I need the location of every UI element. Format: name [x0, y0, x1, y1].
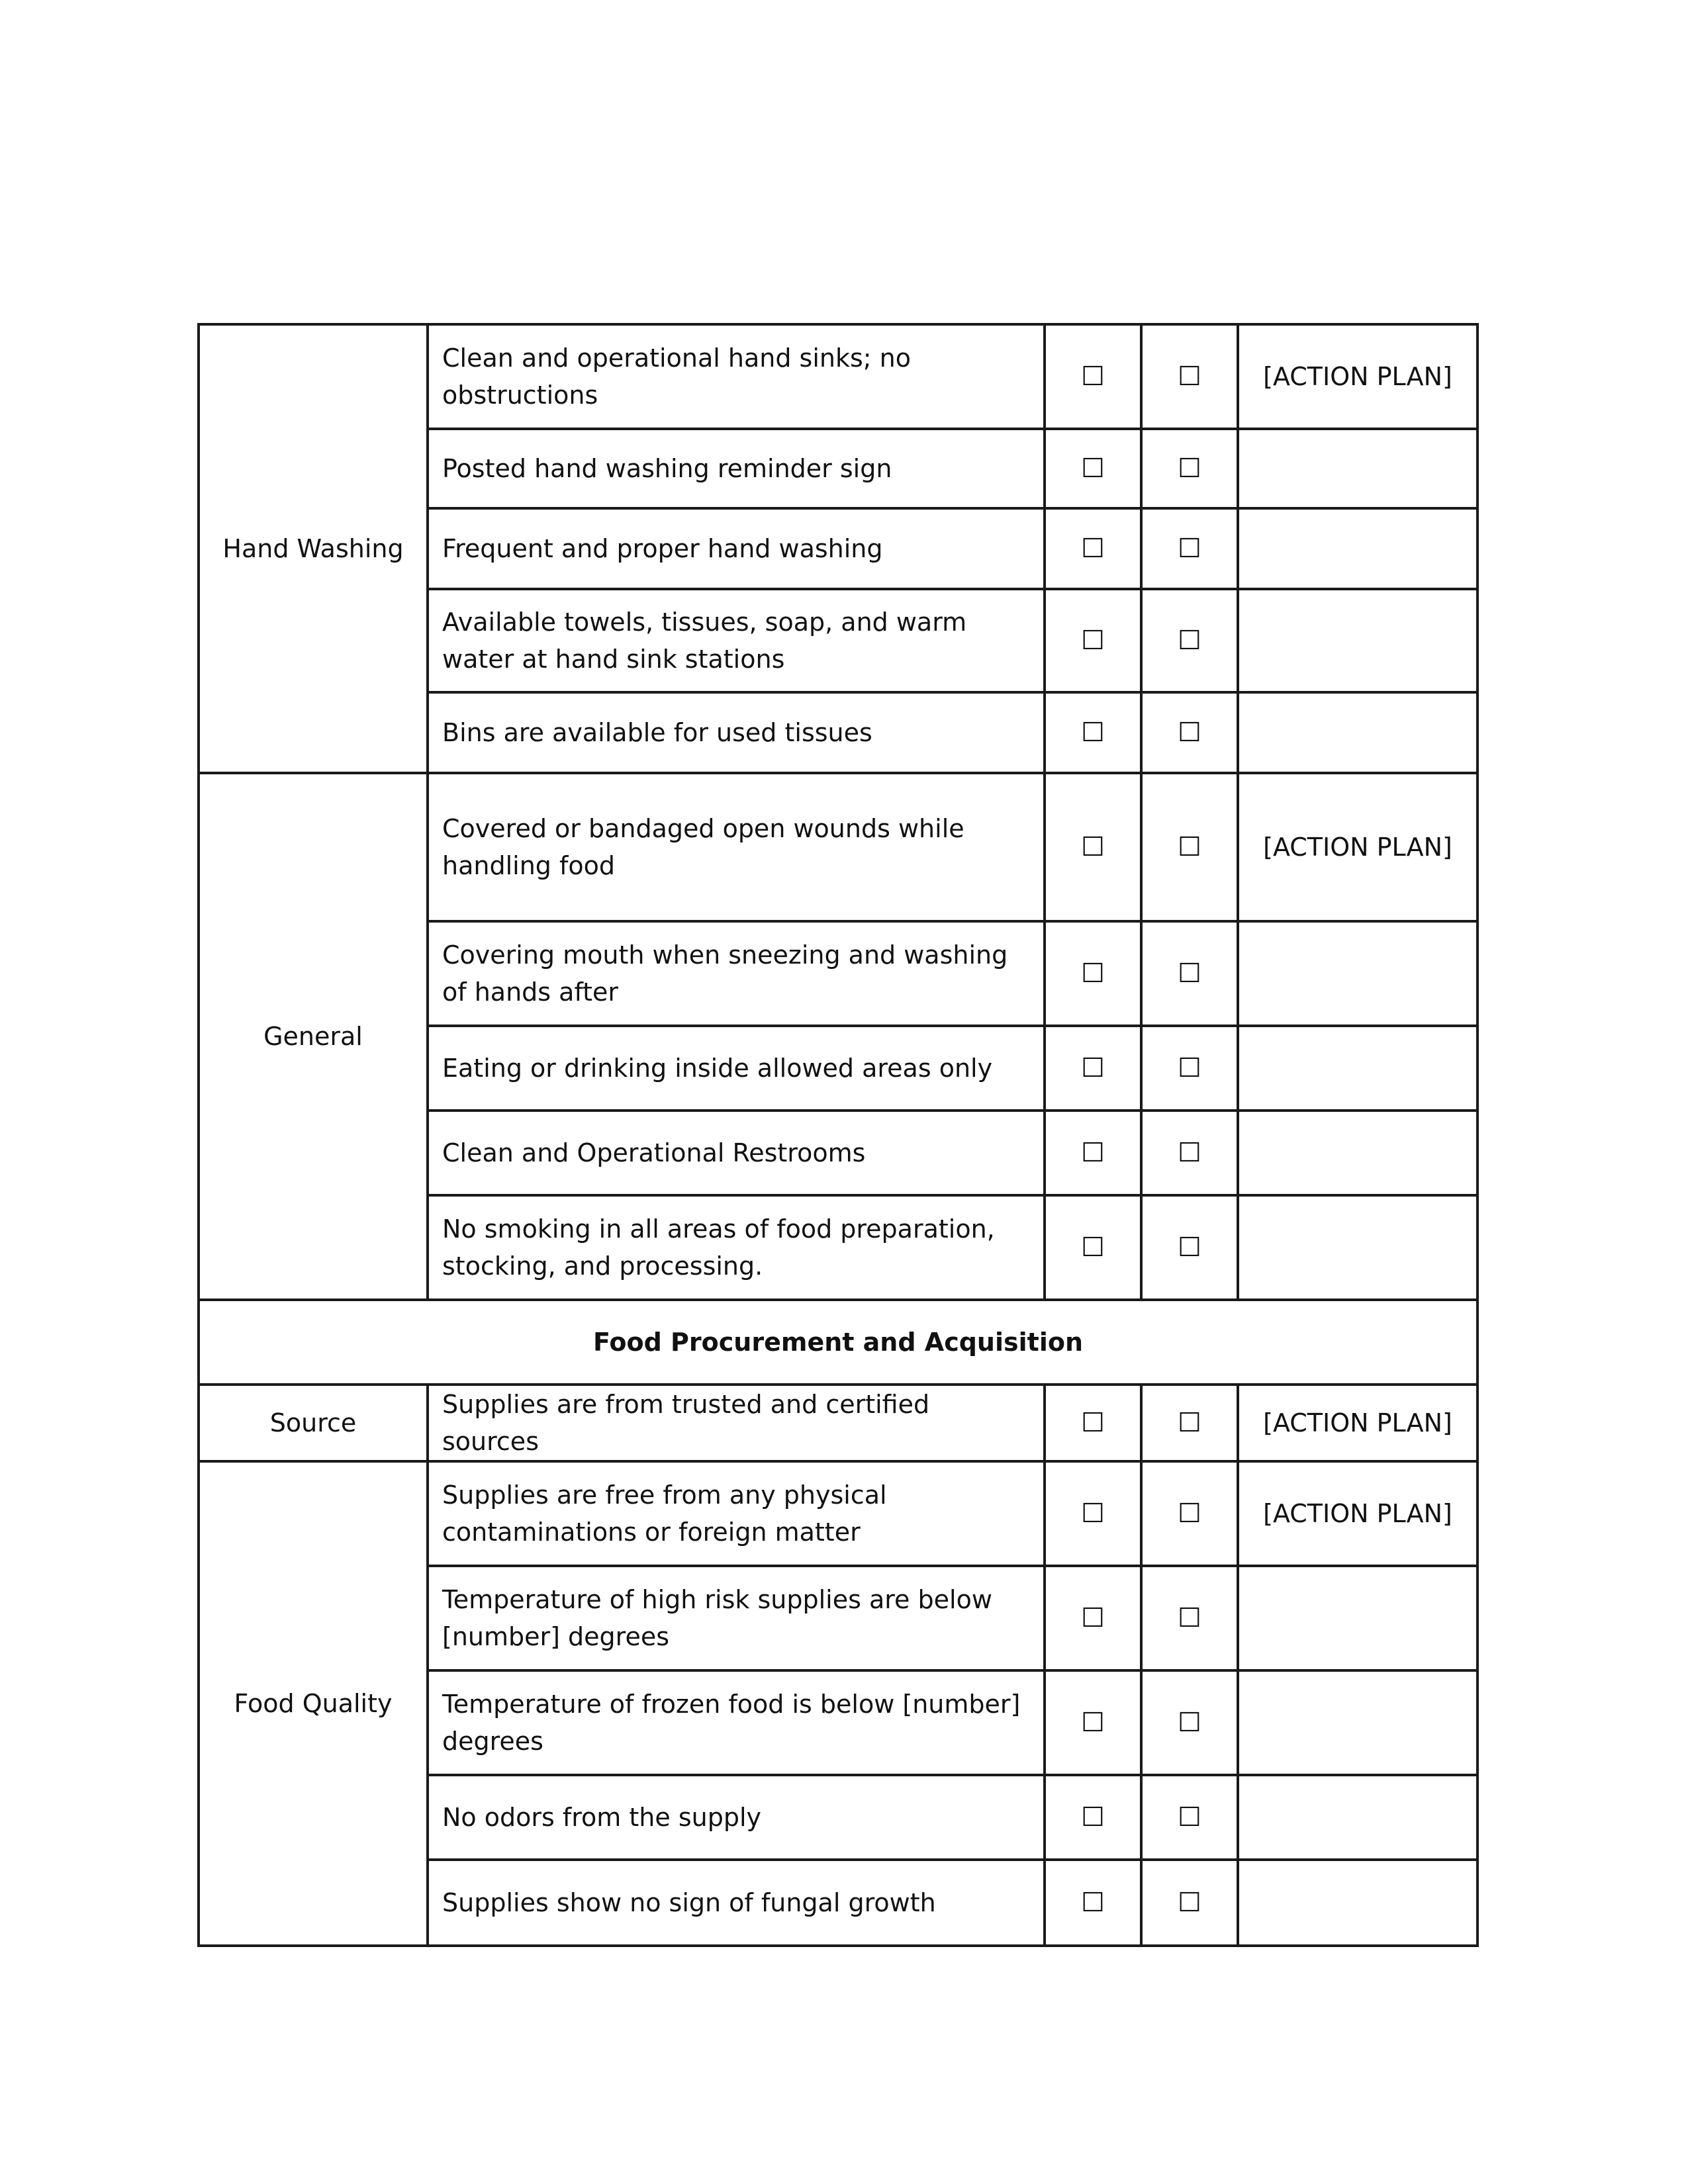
- table-row: [199, 1385, 1477, 1461]
- checkbox-icon[interactable]: ☐: [1081, 1138, 1105, 1168]
- yes-checkbox[interactable]: [1045, 1670, 1141, 1775]
- action-plan-cell[interactable]: [1238, 921, 1477, 1026]
- checklist-item: Posted hand washing reminder sign: [428, 429, 1045, 508]
- checkbox-icon[interactable]: ☐: [1081, 361, 1105, 392]
- checklist-item: Temperature of frozen food is below [number] degrees: [428, 1670, 1045, 1775]
- action-plan-cell[interactable]: [1238, 1860, 1477, 1946]
- checklist-table: [197, 323, 1479, 1947]
- checklist-item: Covering mouth when sneezing and washing of hands after: [428, 921, 1045, 1026]
- category-food-quality: Food Quality: [199, 1461, 428, 1946]
- checklist-item: Supplies are free from any physical contaminations or foreign matter: [428, 1461, 1045, 1566]
- checklist-item: Clean and Operational Restrooms: [428, 1111, 1045, 1195]
- checklist-item: Clean and operational hand sinks; no obstructions: [428, 324, 1045, 429]
- yes-checkbox[interactable]: [1045, 773, 1141, 921]
- checkbox-icon[interactable]: ☐: [1081, 832, 1105, 862]
- yes-checkbox[interactable]: [1045, 1195, 1141, 1300]
- table-row: [199, 324, 1477, 429]
- checkbox-icon[interactable]: ☐: [1178, 1603, 1201, 1633]
- action-plan-cell[interactable]: [1238, 1195, 1477, 1300]
- no-checkbox[interactable]: [1141, 692, 1238, 773]
- checkbox-icon[interactable]: ☐: [1081, 1498, 1105, 1529]
- no-checkbox[interactable]: [1141, 508, 1238, 589]
- checkbox-icon[interactable]: ☐: [1081, 1888, 1105, 1918]
- yes-checkbox[interactable]: [1045, 589, 1141, 692]
- action-plan-cell[interactable]: [ACTION PLAN]: [1238, 324, 1477, 429]
- action-plan-cell[interactable]: [ACTION PLAN]: [1238, 1461, 1477, 1566]
- action-plan-cell[interactable]: [1238, 1775, 1477, 1860]
- action-plan-cell[interactable]: [1238, 1566, 1477, 1670]
- checkbox-icon[interactable]: ☐: [1081, 958, 1105, 989]
- action-plan-cell[interactable]: [ACTION PLAN]: [1238, 773, 1477, 921]
- checkbox-icon[interactable]: ☐: [1081, 453, 1105, 484]
- checkbox-icon[interactable]: ☐: [1081, 1053, 1105, 1083]
- checkbox-icon[interactable]: ☐: [1178, 625, 1201, 656]
- no-checkbox[interactable]: [1141, 1111, 1238, 1195]
- checkbox-icon[interactable]: ☐: [1178, 958, 1201, 989]
- no-checkbox[interactable]: [1141, 1195, 1238, 1300]
- checkbox-icon[interactable]: ☐: [1178, 1498, 1201, 1529]
- checkbox-icon[interactable]: ☐: [1178, 1053, 1201, 1083]
- checkbox-icon[interactable]: ☐: [1081, 533, 1105, 564]
- checkbox-icon[interactable]: ☐: [1178, 1232, 1201, 1263]
- checklist-item: Available towels, tissues, soap, and warm water at hand sink stations: [428, 589, 1045, 692]
- checklist-item: Supplies are from trusted and certified sources: [428, 1385, 1045, 1461]
- yes-checkbox[interactable]: [1045, 429, 1141, 508]
- checkbox-icon[interactable]: ☐: [1178, 453, 1201, 484]
- no-checkbox[interactable]: [1141, 1775, 1238, 1860]
- table-row: [199, 773, 1477, 921]
- checkbox-icon[interactable]: ☐: [1081, 1232, 1105, 1263]
- checkbox-icon[interactable]: ☐: [1178, 1888, 1201, 1918]
- yes-checkbox[interactable]: [1045, 508, 1141, 589]
- checkbox-icon[interactable]: ☐: [1081, 1603, 1105, 1633]
- checkbox-icon[interactable]: ☐: [1178, 832, 1201, 862]
- action-plan-cell[interactable]: [1238, 429, 1477, 508]
- checkbox-icon[interactable]: ☐: [1081, 1802, 1105, 1833]
- no-checkbox[interactable]: [1141, 429, 1238, 508]
- checkbox-icon[interactable]: ☐: [1081, 717, 1105, 748]
- checklist-item: Frequent and proper hand washing: [428, 508, 1045, 589]
- checklist-item: Eating or drinking inside allowed areas only: [428, 1026, 1045, 1111]
- action-plan-cell[interactable]: [1238, 1111, 1477, 1195]
- checkbox-icon[interactable]: ☐: [1178, 533, 1201, 564]
- yes-checkbox[interactable]: [1045, 324, 1141, 429]
- category-source: Source: [199, 1385, 428, 1461]
- action-plan-cell[interactable]: [1238, 1670, 1477, 1775]
- checklist-item: Covered or bandaged open wounds while handling food: [428, 773, 1045, 921]
- checklist-item: Bins are available for used tissues: [428, 692, 1045, 773]
- action-plan-cell[interactable]: [1238, 589, 1477, 692]
- action-plan-cell[interactable]: [1238, 508, 1477, 589]
- section-heading: Food Procurement and Acquisition: [199, 1300, 1477, 1385]
- yes-checkbox[interactable]: [1045, 1111, 1141, 1195]
- action-plan-cell[interactable]: [ACTION PLAN]: [1238, 1385, 1477, 1461]
- no-checkbox[interactable]: [1141, 1461, 1238, 1566]
- checkbox-icon[interactable]: ☐: [1081, 625, 1105, 656]
- checklist-item: No odors from the supply: [428, 1775, 1045, 1860]
- yes-checkbox[interactable]: [1045, 1775, 1141, 1860]
- no-checkbox[interactable]: [1141, 589, 1238, 692]
- checkbox-icon[interactable]: ☐: [1178, 1408, 1201, 1438]
- yes-checkbox[interactable]: [1045, 1385, 1141, 1461]
- action-plan-cell[interactable]: [1238, 1026, 1477, 1111]
- checklist-item: Temperature of high risk supplies are below [number] degrees: [428, 1566, 1045, 1670]
- action-plan-cell[interactable]: [1238, 692, 1477, 773]
- checkbox-icon[interactable]: ☐: [1178, 361, 1201, 392]
- section-heading-row: [199, 1300, 1477, 1385]
- yes-checkbox[interactable]: [1045, 1461, 1141, 1566]
- checkbox-icon[interactable]: ☐: [1178, 717, 1201, 748]
- no-checkbox[interactable]: [1141, 1026, 1238, 1111]
- checklist-item: Supplies show no sign of fungal growth: [428, 1860, 1045, 1946]
- no-checkbox[interactable]: [1141, 1670, 1238, 1775]
- no-checkbox[interactable]: [1141, 773, 1238, 921]
- no-checkbox[interactable]: [1141, 1860, 1238, 1946]
- checkbox-icon[interactable]: ☐: [1178, 1802, 1201, 1833]
- yes-checkbox[interactable]: [1045, 921, 1141, 1026]
- checkbox-icon[interactable]: ☐: [1081, 1408, 1105, 1438]
- table-row: [199, 1461, 1477, 1566]
- no-checkbox[interactable]: [1141, 324, 1238, 429]
- checkbox-icon[interactable]: ☐: [1081, 1707, 1105, 1738]
- category-hand-washing: Hand Washing: [199, 324, 428, 773]
- no-checkbox[interactable]: [1141, 1385, 1238, 1461]
- no-checkbox[interactable]: [1141, 1566, 1238, 1670]
- checkbox-icon[interactable]: ☐: [1178, 1707, 1201, 1738]
- checkbox-icon[interactable]: ☐: [1178, 1138, 1201, 1168]
- no-checkbox[interactable]: [1141, 921, 1238, 1026]
- checklist-item: No smoking in all areas of food preparation, stocking, and processing.: [428, 1195, 1045, 1300]
- yes-checkbox[interactable]: [1045, 692, 1141, 773]
- yes-checkbox[interactable]: [1045, 1566, 1141, 1670]
- yes-checkbox[interactable]: [1045, 1860, 1141, 1946]
- category-general: General: [199, 773, 428, 1300]
- yes-checkbox[interactable]: [1045, 1026, 1141, 1111]
